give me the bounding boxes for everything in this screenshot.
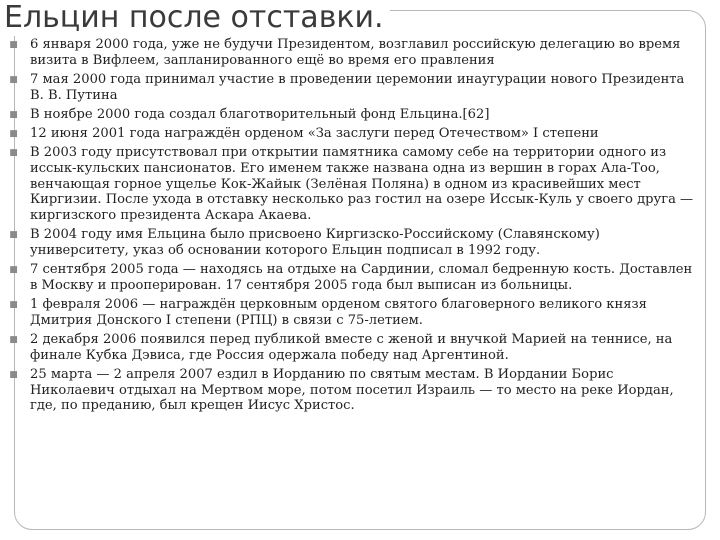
square-bullet-icon: ■ (9, 148, 18, 159)
square-bullet-icon: ■ (9, 129, 18, 140)
list-item (8, 227, 698, 258)
list-item (8, 367, 698, 414)
list-item (8, 126, 698, 142)
list-item-text: В ноябре 2000 года создал благотворительный фонд Ельцина.[62] (30, 106, 490, 122)
square-bullet-icon: ■ (9, 230, 18, 241)
square-bullet-icon: ■ (9, 74, 18, 85)
list-item-text: 1 февраля 2006 — награждён церковным орденом святого благоверного великого князя Дмитрия Донского I степени (РПЦ) в связи с 75-летием. (30, 297, 647, 328)
list-item-text: 6 января 2000 года, уже не будучи Президентом, возглавил российскую делегацию во время визита в Вифлеем, запланированного ещё во время его правления (30, 37, 681, 68)
square-bullet-icon: ■ (9, 109, 18, 120)
list-item-text: 7 сентября 2005 года — находясь на отдыхе на Сардинии, сломал бедренную кость. Доставлен в Москву и прооперирован. 17 сентября 2005 года был выписан из больницы. (30, 262, 693, 293)
square-bullet-icon: ■ (9, 265, 18, 276)
list-item (8, 72, 698, 103)
square-bullet-icon: ■ (9, 369, 18, 380)
square-bullet-icon: ■ (9, 334, 18, 345)
list-item-text: 25 марта — 2 апреля 2007 ездил в Иорданию по святым местам. В Иордании Борис Николаевич отдыхал на Мертвом море, потом посетил Израиль — то место на реке Иордан, где, по преданию, был крещен Иисус Христос. (30, 366, 674, 414)
list-item-text: 7 мая 2000 года принимал участие в проведении церемонии инаугурации нового Президента В. В. Путина (30, 71, 685, 103)
list-item-text: В 2003 году присутствовал при открытии памятника самому себе на территории одного из иссык-кульских пансионатов. Его именем также названа одна из вершин в горах Ала-Тоо, венчающая горное ущелье Кок-Жайык (Зелёная Поляна) в одном из красивейших мест Киргизии. После ухода в отставку несколько раз гостил на озере Иссык-Куль у своего друга — киргизского президента Аскара Акаева. (30, 145, 694, 224)
list-item-text: 2 декабря 2006 появился перед публикой вместе с женой и внучкой Марией на теннисе, на финале Кубка Дэвиса, где Россия одержала победу над Аргентиной. (30, 331, 673, 363)
square-bullet-icon: ■ (9, 40, 18, 50)
list-item (8, 262, 698, 293)
list-item-text: В 2004 году имя Ельцина было присвоено Киргизско-Российскому (Славянскому) университету, указ об основании которого Ельцин подписал в 1992 году. (30, 227, 600, 258)
bullet-list (8, 37, 698, 417)
square-bullet-icon: ■ (9, 300, 18, 311)
list-item (8, 37, 698, 68)
slide-title: Ельцин после отставки. (4, 0, 390, 36)
list-item-text: 12 июня 2001 года награждён орденом «За заслуги перед Отечеством» I степени (30, 126, 599, 142)
list-item (8, 332, 698, 363)
list-item (8, 297, 698, 328)
list-item (8, 107, 698, 123)
list-item (8, 145, 698, 224)
